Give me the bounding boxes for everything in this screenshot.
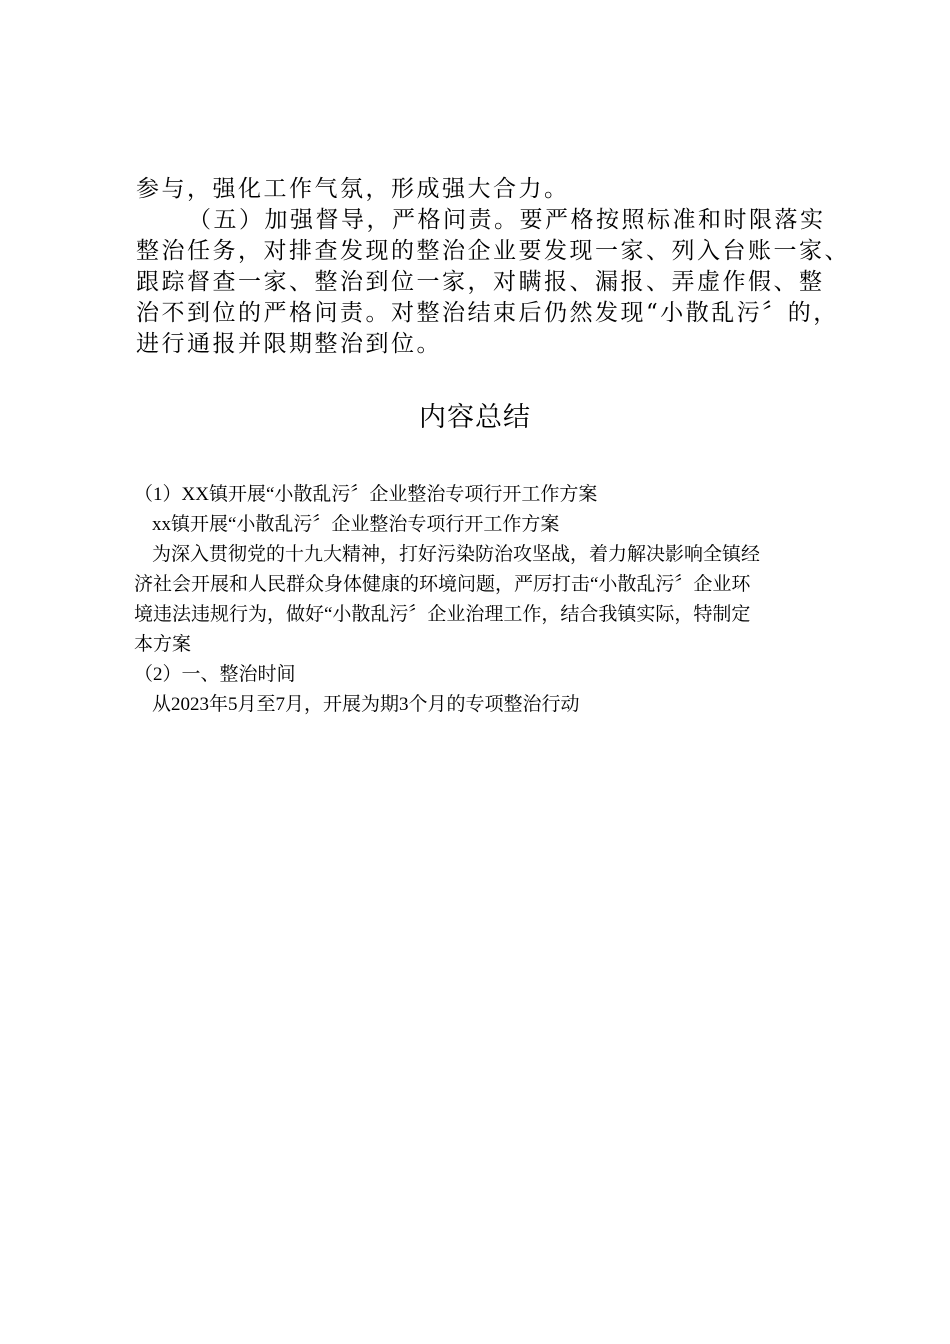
summary-line: 本方案 — [134, 634, 192, 655]
summary-line: xx镇开展“小散乱污〞企业整治专项行开工作方案 — [152, 514, 560, 535]
body-line: 整治任务，对排查发现的整治企业要发现一家、列入台账一家、 — [136, 238, 850, 264]
summary-line: 为深入贯彻党的十九大精神，打好污染防治攻坚战，着力解决影响全镇经 — [152, 544, 761, 565]
summary-line: （1）XX镇开展“小散乱污〞企业整治专项行开工作方案 — [134, 484, 598, 505]
summary-line: 济社会开展和人民群众身体健康的环境问题，严厉打击“小散乱污〞企业环 — [134, 574, 751, 595]
body-text — [136, 174, 850, 360]
body-line: 跟踪督查一家、整治到位一家，对瞒报、漏报、弄虚作假、整 — [136, 269, 825, 295]
summary-line: 从2023年5月至7月，开展为期3个月的专项整治行动 — [152, 694, 580, 715]
summary-line: 境违法违规行为，做好“小散乱污〞企业治理工作，结合我镇实际，特制定 — [134, 604, 751, 625]
summary-heading: 内容总结 — [419, 402, 531, 433]
summary-content — [134, 480, 834, 720]
body-line: （五）加强督导，严格问责。要严格按照标准和时限落实 — [188, 207, 826, 233]
body-line: 治不到位的严格问责。对整治结束后仍然发现“小散乱污〞的， — [136, 300, 839, 326]
summary-line: （2）一、整治时间 — [134, 664, 296, 685]
body-line: 参与，强化工作气氛，形成强大合力。 — [136, 176, 570, 202]
body-line: 进行通报并限期整治到位。 — [136, 331, 442, 357]
